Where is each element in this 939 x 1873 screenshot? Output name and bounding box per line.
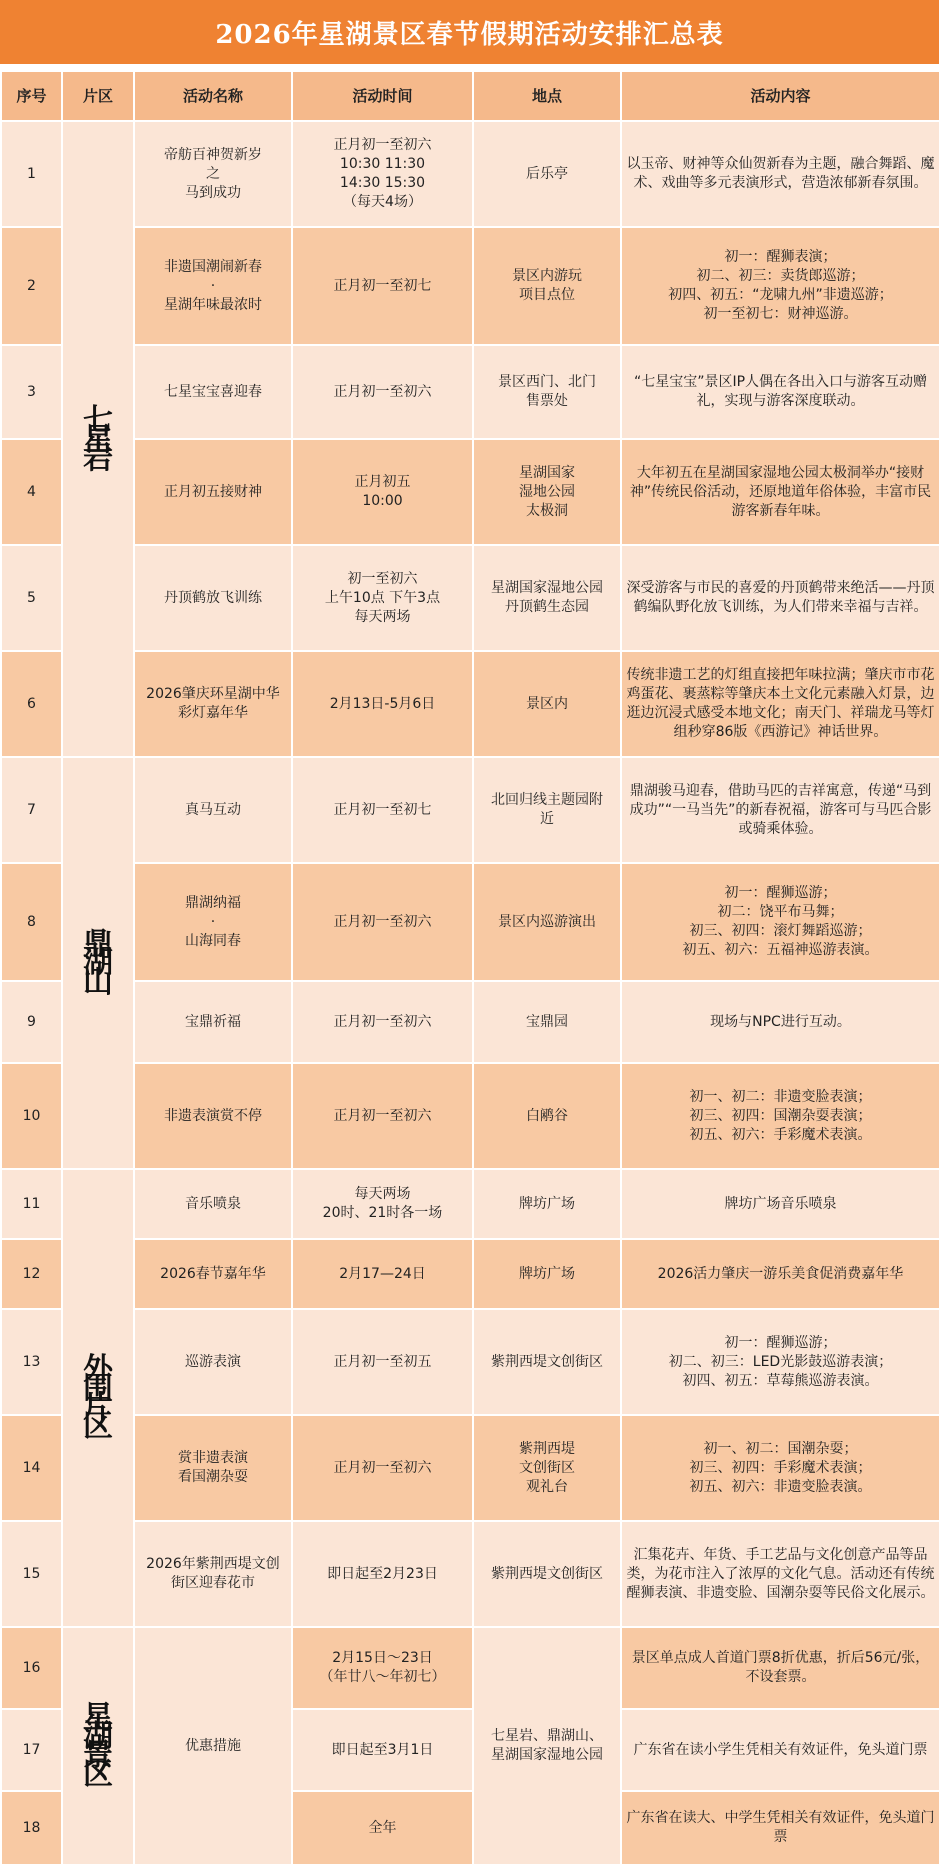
activity-place: 紫荆西堤文创街区	[473, 1309, 621, 1415]
activity-time: 每天两场 20时、21时各一场	[292, 1169, 473, 1239]
activity-time: 正月初一至初五	[292, 1309, 473, 1415]
row-number: 15	[1, 1521, 62, 1627]
row-number: 18	[1, 1791, 62, 1865]
header-time: 活动时间	[292, 71, 473, 121]
activity-content: 初一：醒狮巡游； 初二：饶平布马舞； 初三、初四：滚灯舞蹈巡游； 初五、初六：五福神巡游表演。	[621, 863, 939, 981]
activity-content: 以玉帝、财神等众仙贺新春为主题，融合舞蹈、魔术、戏曲等多元表演形式，营造浓郁新春氛围。	[621, 121, 939, 227]
activity-time: 正月初一至初六	[292, 345, 473, 439]
row-number: 11	[1, 1169, 62, 1239]
activity-name: 七星宝宝喜迎春	[134, 345, 292, 439]
activity-name: 真马互动	[134, 757, 292, 863]
activity-place: 景区内巡游演出	[473, 863, 621, 981]
activity-time: 正月初一至初六 10:30 11:30 14:30 15:30 （每天4场）	[292, 121, 473, 227]
activity-content: 汇集花卉、年货、手工艺品与文化创意产品等品类，为花市注入了浓厚的文化气息。活动还有传统醒狮表演、非遗变脸、国潮杂耍等民俗文化展示。	[621, 1521, 939, 1627]
activity-place: 景区内	[473, 651, 621, 757]
row-number: 14	[1, 1415, 62, 1521]
activity-time: 正月初一至初六	[292, 863, 473, 981]
activity-name: 音乐喷泉	[134, 1169, 292, 1239]
activity-content: 鼎湖骏马迎春，借助马匹的吉祥寓意，传递“马到成功”“一马当先”的新春祝福，游客可与马匹合影或骑乘体验。	[621, 757, 939, 863]
activity-content: 深受游客与市民的喜爱的丹顶鹤带来绝活——丹顶鹤编队野化放飞训练，为人们带来幸福与吉祥。	[621, 545, 939, 651]
area-xinghu: 星湖景区	[62, 1627, 134, 1865]
table-row	[1, 121, 939, 227]
table-row	[1, 757, 939, 863]
row-number: 17	[1, 1709, 62, 1791]
activity-time: 2月13日-5月6日	[292, 651, 473, 757]
activity-content: 大年初五在星湖国家湿地公园太极洞举办“接财神”传统民俗活动，还原地道年俗体验，丰富市民游客新春年味。	[621, 439, 939, 545]
activity-place: 景区内游玩 项目点位	[473, 227, 621, 345]
header-name: 活动名称	[134, 71, 292, 121]
activity-name: 非遗国潮闹新春 · 星湖年味最浓时	[134, 227, 292, 345]
activity-content: “七星宝宝”景区IP人偶在各出入口与游客互动赠礼，实现与游客深度联动。	[621, 345, 939, 439]
header-row	[1, 71, 939, 121]
activity-time: 正月初一至初七	[292, 757, 473, 863]
row-number: 7	[1, 757, 62, 863]
activity-time: 即日起至3月1日	[292, 1709, 473, 1791]
activity-time: 正月初一至初六	[292, 981, 473, 1063]
row-number: 8	[1, 863, 62, 981]
table-row	[1, 545, 939, 651]
area-dinghushan: 鼎湖山	[62, 757, 134, 1169]
activity-content: 初一、初二：国潮杂耍； 初三、初四：手彩魔术表演； 初五、初六：非遗变脸表演。	[621, 1415, 939, 1521]
activity-name: 2026年紫荆西堤文创 街区迎春花市	[134, 1521, 292, 1627]
table-row	[1, 227, 939, 345]
activity-name: 非遗表演赏不停	[134, 1063, 292, 1169]
activity-place: 白鹇谷	[473, 1063, 621, 1169]
row-number: 10	[1, 1063, 62, 1169]
row-number: 13	[1, 1309, 62, 1415]
activity-time: 正月初一至初六	[292, 1063, 473, 1169]
activity-name: 赏非遗表演 看国潮杂耍	[134, 1415, 292, 1521]
activity-time: 初一至初六 上午10点 下午3点 每天两场	[292, 545, 473, 651]
activity-name: 2026春节嘉年华	[134, 1239, 292, 1309]
row-number: 3	[1, 345, 62, 439]
activity-content: 传统非遗工艺的灯组直接把年味拉满；肇庆市市花鸡蛋花、裹蒸粽等肇庆本土文化元素融入灯景，边逛边沉浸式感受本地文化；南天门、祥瑞龙马等灯组秒穿86版《西游记》神话世界。	[621, 651, 939, 757]
activity-content: 广东省在读小学生凭相关有效证件，免头道门票	[621, 1709, 939, 1791]
row-number: 12	[1, 1239, 62, 1309]
activity-content: 初一：醒狮巡游； 初二、初三：LED光影鼓巡游表演； 初四、初五：草莓熊巡游表演。	[621, 1309, 939, 1415]
activity-place: 星湖国家 湿地公园 太极洞	[473, 439, 621, 545]
row-number: 1	[1, 121, 62, 227]
activity-name: 正月初五接财神	[134, 439, 292, 545]
table-row	[1, 1627, 939, 1709]
activity-time: 全年	[292, 1791, 473, 1865]
header-place: 地点	[473, 71, 621, 121]
activity-time: 正月初一至初六	[292, 1415, 473, 1521]
row-number: 16	[1, 1627, 62, 1709]
row-number: 2	[1, 227, 62, 345]
table-row	[1, 863, 939, 981]
header-no: 序号	[1, 71, 62, 121]
row-number: 6	[1, 651, 62, 757]
activity-place: 牌坊广场	[473, 1239, 621, 1309]
activity-time: 正月初一至初七	[292, 227, 473, 345]
activity-name: 巡游表演	[134, 1309, 292, 1415]
activity-name: 丹顶鹤放飞训练	[134, 545, 292, 651]
activity-content: 现场与NPC进行互动。	[621, 981, 939, 1063]
activity-place: 北回归线主题园附 近	[473, 757, 621, 863]
table-row	[1, 439, 939, 545]
row-number: 5	[1, 545, 62, 651]
activity-place: 紫荆西堤 文创街区 观礼台	[473, 1415, 621, 1521]
activity-place: 七星岩、鼎湖山、 星湖国家湿地公园	[473, 1627, 621, 1865]
row-number: 9	[1, 981, 62, 1063]
activity-time: 2月15日～23日 （年廿八～年初七）	[292, 1627, 473, 1709]
activity-place: 景区西门、北门 售票处	[473, 345, 621, 439]
activity-name: 鼎湖纳福 · 山海同春	[134, 863, 292, 981]
activity-content: 初一、初二：非遗变脸表演； 初三、初四：国潮杂耍表演； 初五、初六：手彩魔术表演。	[621, 1063, 939, 1169]
activity-name: 宝鼎祈福	[134, 981, 292, 1063]
schedule-table	[0, 70, 939, 1866]
activity-content: 广东省在读大、中学生凭相关有效证件，免头道门票	[621, 1791, 939, 1865]
page-title: 2026年星湖景区春节假期活动安排汇总表	[0, 0, 939, 68]
activity-name: 2026肇庆环星湖中华 彩灯嘉年华	[134, 651, 292, 757]
activity-place: 牌坊广场	[473, 1169, 621, 1239]
table-row	[1, 1415, 939, 1521]
activity-place: 后乐亭	[473, 121, 621, 227]
activity-name: 帝舫百神贺新岁 之 马到成功	[134, 121, 292, 227]
table-row	[1, 1521, 939, 1627]
activity-name: 优惠措施	[134, 1627, 292, 1865]
row-number: 4	[1, 439, 62, 545]
table-row	[1, 651, 939, 757]
area-waiwei: 外围片区	[62, 1169, 134, 1627]
activity-content: 初一：醒狮表演； 初二、初三：卖货郎巡游； 初四、初五：“龙啸九州”非遗巡游； 初一至初七：财神巡游。	[621, 227, 939, 345]
activity-place: 星湖国家湿地公园 丹顶鹤生态园	[473, 545, 621, 651]
header-content: 活动内容	[621, 71, 939, 121]
activity-place: 紫荆西堤文创街区	[473, 1521, 621, 1627]
activity-place: 宝鼎园	[473, 981, 621, 1063]
activity-time: 即日起至2月23日	[292, 1521, 473, 1627]
table-row	[1, 1063, 939, 1169]
header-area: 片区	[62, 71, 134, 121]
activity-content: 牌坊广场音乐喷泉	[621, 1169, 939, 1239]
table-row	[1, 1169, 939, 1239]
activity-time: 2月17—24日	[292, 1239, 473, 1309]
table-row	[1, 981, 939, 1063]
table-row	[1, 345, 939, 439]
activity-time: 正月初五 10:00	[292, 439, 473, 545]
table-row	[1, 1239, 939, 1309]
activity-content: 2026活力肇庆一游乐美食促消费嘉年华	[621, 1239, 939, 1309]
table-row	[1, 1309, 939, 1415]
activity-content: 景区单点成人首道门票8折优惠，折后56元/张，不设套票。	[621, 1627, 939, 1709]
area-qixingyan: 七星岩	[62, 121, 134, 757]
